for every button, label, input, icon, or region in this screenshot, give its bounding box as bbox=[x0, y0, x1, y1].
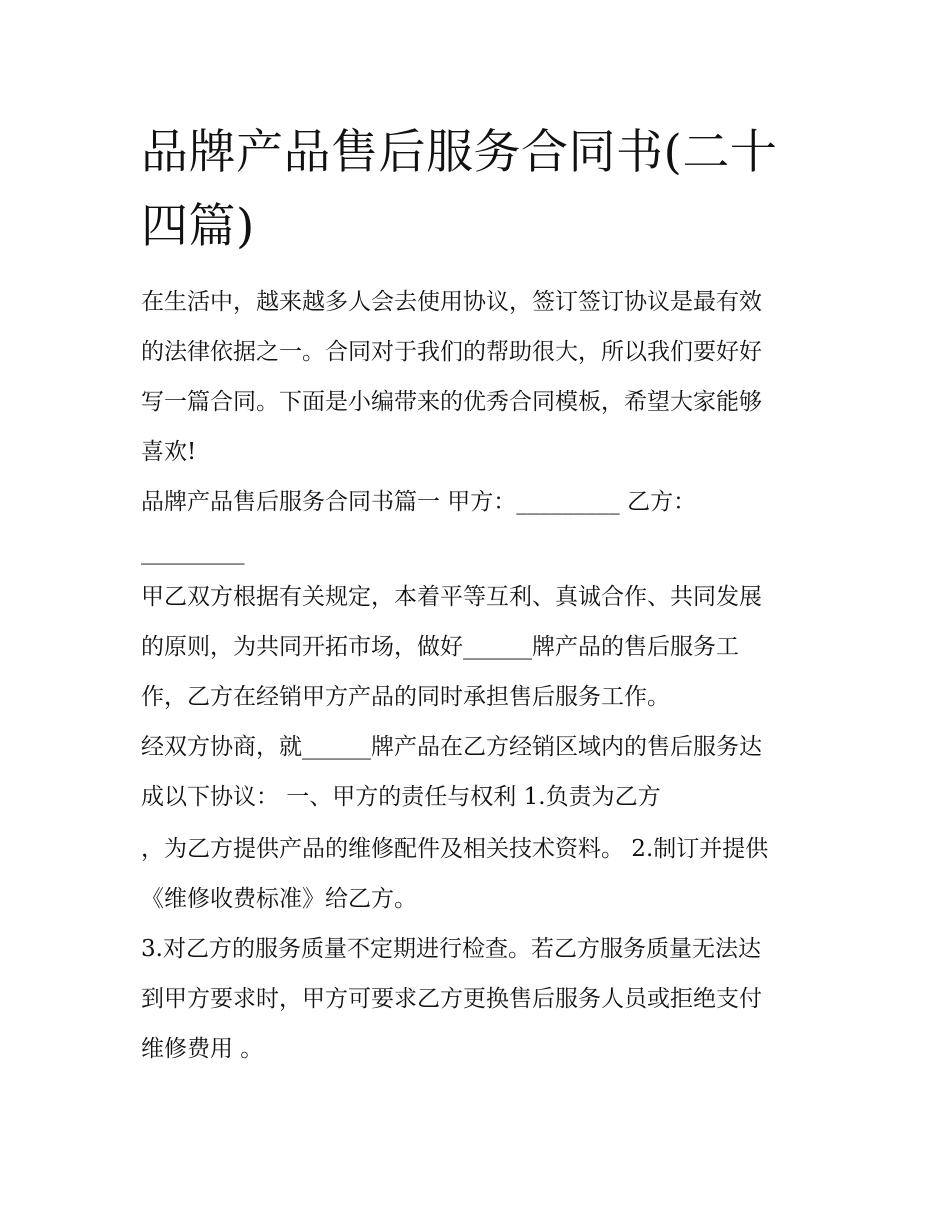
body-line: 的原则，为共同开拓市场，做好______牌产品的售后服务工 bbox=[141, 634, 739, 660]
body-line: ，为乙方提供产品的维修配件及相关技术资料。 2.制订并提供 bbox=[141, 836, 769, 862]
section-heading-line: 品牌产品售后服务合同书篇一 甲方：_________ 乙方： bbox=[141, 489, 697, 515]
body-line: 维修费用 。 bbox=[141, 1036, 264, 1062]
body-line: 甲乙双方根据有关规定，本着平等互利、真诚合作、共同发展 bbox=[141, 584, 762, 610]
body-line: 作，乙方在经销甲方产品的同时承担售后服务工作。 bbox=[141, 684, 670, 710]
body-line: 《维修收费标准》给乙方。 bbox=[141, 886, 417, 912]
body-line: 到甲方要求时，甲方可要求乙方更换售后服务人员或拒绝支付 bbox=[141, 986, 762, 1012]
document-title bbox=[141, 116, 821, 264]
body-line: _________ bbox=[141, 539, 245, 565]
body-line: 的法律依据之一。合同对于我们的帮助很大，所以我们要好好 bbox=[141, 339, 762, 365]
body-line: 喜欢! bbox=[141, 439, 197, 465]
title-line-2: 四篇) bbox=[141, 199, 255, 254]
body-line: 写一篇合同。下面是小编带来的优秀合同模板，希望大家能够 bbox=[141, 389, 762, 415]
body-line: 经双方协商，就______牌产品在乙方经销区域内的售后服务达 bbox=[141, 734, 762, 760]
title-line-1: 品牌产品售后服务合同书(二十 bbox=[141, 125, 778, 180]
body-line: 在生活中，越来越多人会去使用协议，签订签订协议是最有效 bbox=[141, 289, 762, 315]
body-line: 成以下协议： 一、甲方的责任与权利 1.负责为乙方 bbox=[141, 784, 661, 810]
body-line: 3.对乙方的服务质量不定期进行检查。若乙方服务质量无法达 bbox=[141, 936, 761, 962]
